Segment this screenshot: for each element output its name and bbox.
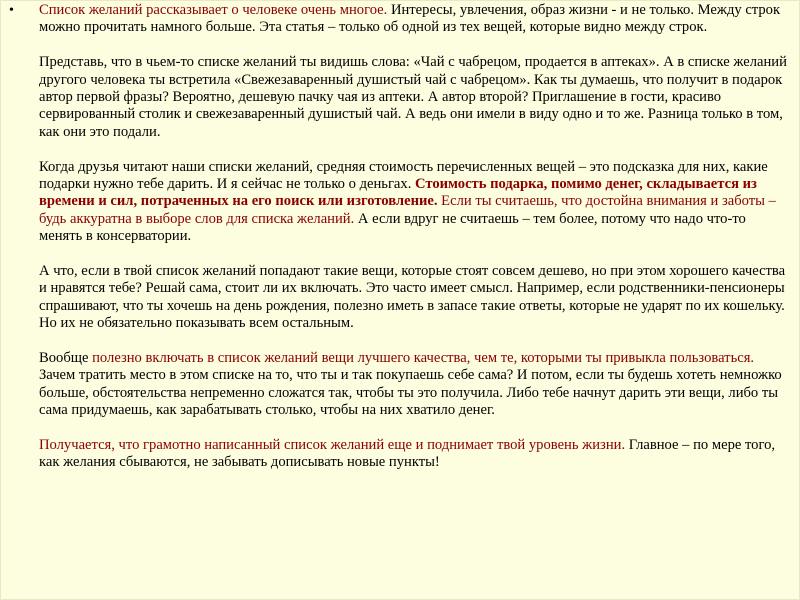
quality-text-end: Зачем тратить место в этом списке на то, что ты и так покупаешь себе сама? И потом, если ты будешь хотеть немножко больше, обстоятельства непременно сложатся так, чтобы ты это получила. Либо тебе начнут дарить эти вещи, либо ты сама придумаешь, как зарабатывать столько, чтобы на них хватило денег.: [39, 367, 782, 419]
conclusion-highlight: Получается, что грамотно написанный список желаний еще и поднимает твой уровень жизни.: [39, 437, 626, 454]
paragraph-conclusion: [39, 437, 787, 472]
cost-text-end: А если вдруг не считаешь – тем более, потому что надо что-то менять в консерватории.: [39, 210, 746, 245]
paragraph-cost: [39, 159, 787, 246]
bullet-marker: •: [9, 3, 14, 18]
paragraph-cheap-items: [39, 263, 787, 333]
cost-bold-highlight: Стоимость подарка, помимо денег, складывается из времени и сил, потраченных на его поиск или изготовление.: [39, 176, 757, 210]
quality-text-start: Вообще: [39, 350, 93, 367]
article-body: [39, 2, 787, 489]
quality-highlight: полезно включать в список желаний вещи лучшего качества, чем те, которыми ты привыкла пользоваться.: [92, 350, 755, 367]
cost-text-start: Когда друзья читают наши списки желаний, средняя стоимость перечисленных вещей – это подсказка для них, какие подарки нужно тебе дарить. И я сейчас не только о деньгах.: [39, 158, 768, 193]
paragraph-tea-example: [39, 54, 787, 141]
paragraph-intro: [39, 2, 787, 37]
cost-highlight: Если ты считаешь, что достойна внимания и заботы – будь аккуратна в выборе слов для списка желаний.: [39, 193, 776, 227]
tea-example-text: Представь, что в чьем-то списке желаний ты видишь слова: «Чай с чабрецом, продается в аптеках». А в списке желаний другого человека ты встретила «Свежезаваренный душистый чай с чабрецом». Как ты думаешь, что получит в подарок автор первой фразы? Вероятно, дешевую пачку чая из аптеки. А автор второй? Приглашение в гости, красиво сервированный столик и свежезаваренный душистый чай. А ведь они имели в виду одно и то же. Разница только в том, как они это подали.: [39, 54, 787, 140]
intro-highlight: Список желаний рассказывает о человеке очень многое.: [39, 2, 388, 18]
intro-text: Интересы, увлечения, образ жизни - и не только. Между строк можно прочитать намного больше. Эта статья – только об одной из тех вещей, которые видно между строк.: [39, 2, 781, 36]
paragraph-quality: [39, 350, 787, 420]
cheap-items-text: А что, если в твой список желаний попадают такие вещи, которые стоят совсем дешево, но при этом хорошего качества и нравятся тебе? Решай сама, стоит ли их включать. Это часто имеет смысл. Например, если родственники-пенсионеры спрашивают, что ты хочешь на день рождения, полезно иметь в запасе такие ответы, которые не ударят по их кошельку. Но их не обязательно показывать всем остальным.: [39, 263, 786, 332]
conclusion-text: Главное – по мере того, как желания сбываются, не забывать дописывать новые пункты!: [39, 437, 776, 471]
